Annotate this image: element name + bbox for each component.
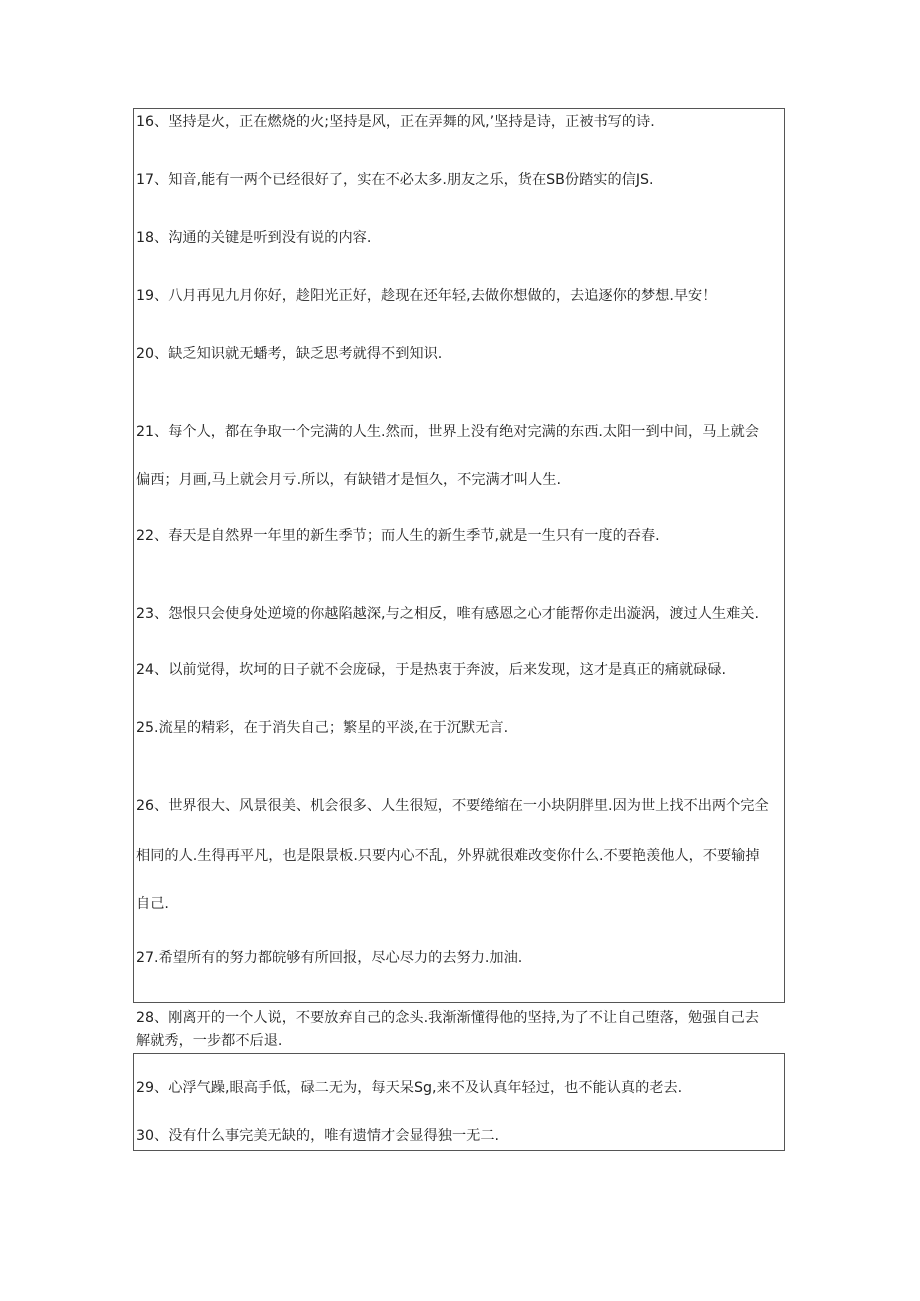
quote-28-line-2: 解就秀，一步都不后退. <box>136 1033 283 1049</box>
quote-27-line-1: 27.希望所有的努力都皖够有所回报，尽心尽力的去努力.加油. <box>136 950 523 966</box>
quote-25-line-1: 25.流星的精彩，在于消失自己；繁星的平淡,在于沉默无言. <box>136 720 509 736</box>
quote-19-line-1: 19、八月再见九月你好，趁阳光正好，趁现在还年轻,去做你想做的，去追逐你的梦想.早安！ <box>136 288 717 304</box>
quote-26-line-2: 相同的人.生得再平凡，也是限景板.只要内心不乱，外界就很难改变你什么.不要艳羡他人，不要输掉 <box>136 848 760 864</box>
quote-21-line-1: 21、每个人，都在争取一个完满的人生.然而，世界上没有绝对完满的东西.太阳一到中间，马上就会 <box>136 424 759 440</box>
quote-23-line-1: 23、怨恨只会使身处逆境的你越陷越深,与之相反，唯有感恩之心才能帮你走出漩涡，渡过人生难关. <box>136 606 759 622</box>
quote-18-line-1: 18、沟通的关键是听到没有说的内容. <box>136 230 372 246</box>
quote-16-line-1: 16、坚持是火，正在燃烧的火;坚持是风，正在弄舞的风,’坚持是诗，正被书写的诗. <box>136 114 655 130</box>
quote-28-line-1: 28、刚离开的一个人说，不要放弃自己的念头.我渐渐懂得他的坚持,为了不让自己堕落，勉强自己去 <box>136 1010 759 1026</box>
quote-26-line-3: 自己. <box>136 896 169 912</box>
quote-24-line-1: 24、以前觉得，坎坷的日子就不会庞碌，于是热衷于奔波，后来发现，这才是真正的痛就碌碌. <box>136 662 727 678</box>
quote-22-line-1: 22、春天是自然界一年里的新生季节；而人生的新生季节,就是一生只有一度的吞春. <box>136 528 660 544</box>
quote-21-line-2: 偏西；月画,马上就会月亏.所以，有缺错才是恒久，不完满才叫人生. <box>136 472 561 488</box>
quote-26-line-1: 26、世界很大、风景很美、机会很多、人生很短，不要绻缩在一小块阴胖里.因为世上找不出两个完全 <box>136 798 769 814</box>
quote-17-line-1: 17、知音,能有一两个已经很好了，实在不必太多.朋友之乐，货在SB份踏实的信JS. <box>136 172 654 188</box>
quote-30-line-1: 30、没有什么事完美无缺的，唯有遗情才会显得独一无二. <box>136 1128 500 1144</box>
quote-20-line-1: 20、缺乏知识就无蟠考，缺乏思考就得不到知识. <box>136 346 443 362</box>
quote-29-line-1: 29、心浮气躁,眼高手低，碌二无为，每天呆Sg,来不及认真年轻过，也不能认真的老去. <box>136 1080 683 1096</box>
